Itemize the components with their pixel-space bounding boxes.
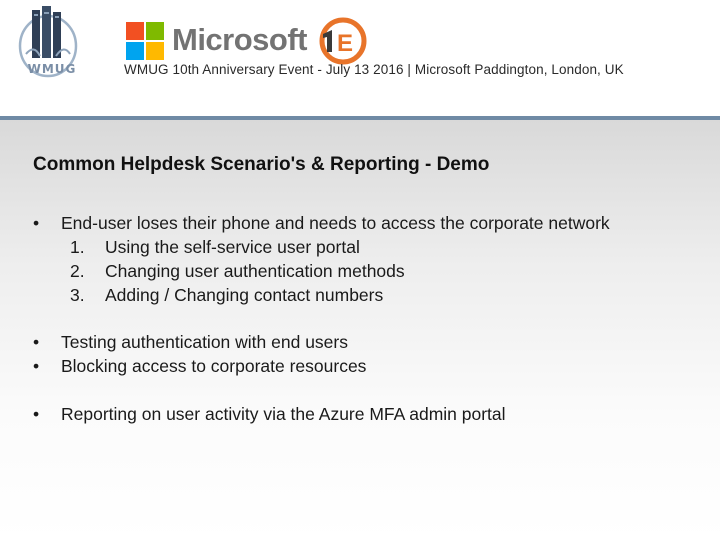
event-info-line: WMUG 10th Anniversary Event - July 13 2016 | Microsoft Paddington, London, UK [124, 62, 624, 77]
bullet-text: Blocking access to corporate resources [61, 356, 367, 376]
bullet-symbol: • [33, 404, 40, 424]
slide-title: Common Helpdesk Scenario's & Reporting - Demo [33, 154, 490, 175]
bullet-symbol: • [33, 356, 40, 376]
wmug-logo-text: WMUG [27, 62, 77, 76]
numbered-item-text: Changing user authentication methods [105, 261, 405, 281]
bullet-text: End-user loses their phone and needs to access the corporate network [61, 213, 610, 233]
item-number: 3. [70, 285, 85, 305]
bullet-text: Testing authentication with end users [61, 332, 348, 352]
item-number: 1. [70, 237, 85, 257]
numbered-item-text: Using the self-service user portal [105, 237, 360, 257]
onee-logo-letter: E [337, 30, 354, 57]
numbered-item-text: Adding / Changing contact numbers [105, 285, 384, 305]
bullet-symbol: • [33, 213, 40, 233]
bullet-text: Reporting on user activity via the Azure MFA admin portal [61, 404, 506, 424]
microsoft-logo-icon [126, 22, 164, 60]
item-number: 2. [70, 261, 85, 281]
slide-header [0, 0, 720, 118]
microsoft-wordmark: Microsoft [172, 22, 307, 57]
bullet-symbol: • [33, 332, 40, 352]
onee-logo [318, 16, 368, 66]
